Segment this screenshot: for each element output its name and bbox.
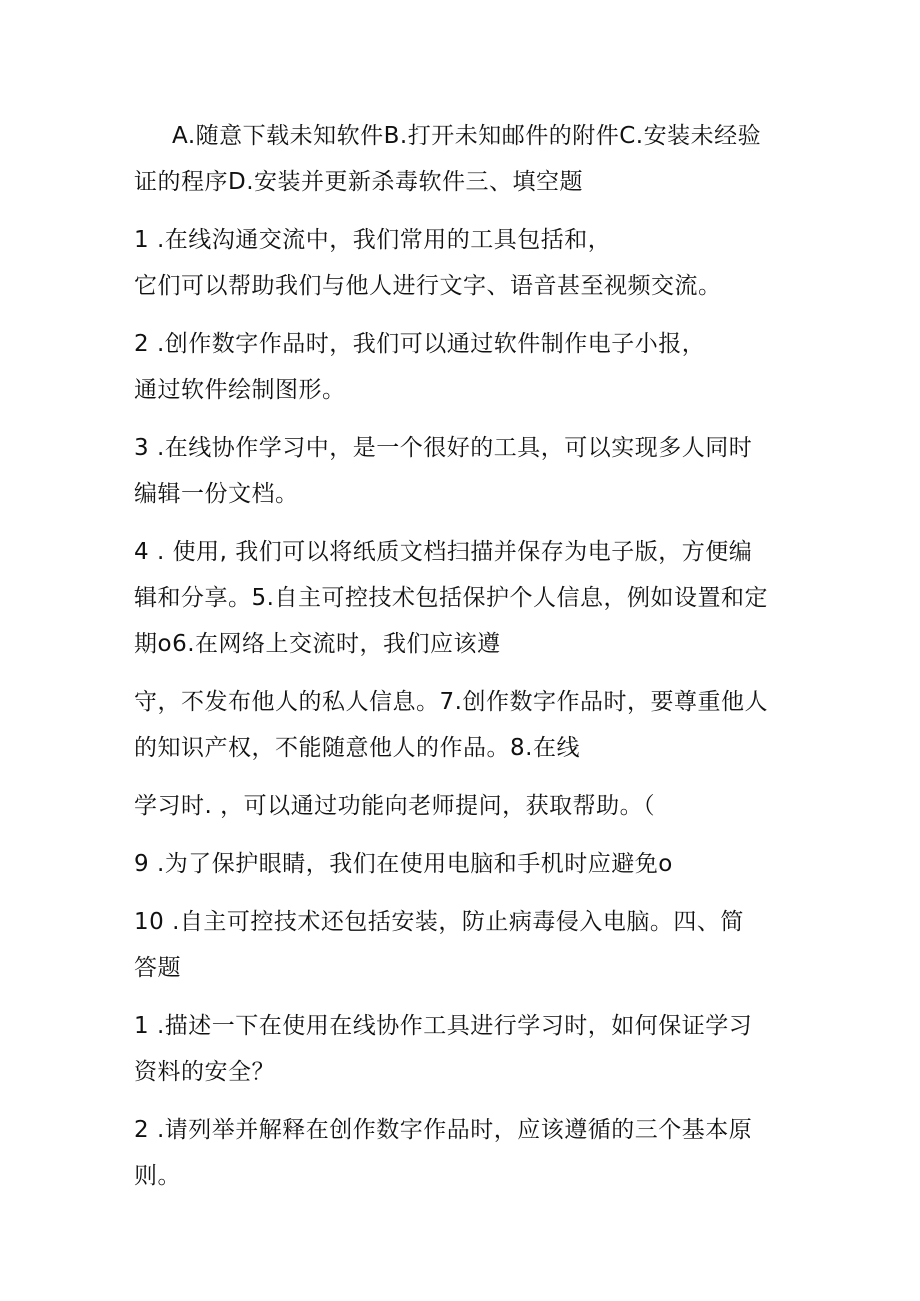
text-line: 通过软件绘制图形。 (134, 377, 346, 403)
text-line: 3 .在线协作学习中，是一个很好的工具，可以实现多人同时 (134, 435, 753, 461)
text-line: 辑和分享。5.自主可控技术包括保护个人信息，例如设置和定 (134, 585, 768, 611)
text-line: 9 .为了保护眼睛，我们在使用电脑和手机时应避免o (134, 851, 673, 877)
text-line: 的知识产权，不能随意他人的作品。8.在线 (134, 735, 580, 761)
text-line: 期o6.在网络上交流时，我们应该遵 (134, 631, 501, 657)
text-line: 1 .在线沟通交流中，我们常用的工具包括和， (134, 227, 612, 253)
text-line: 守，不发布他人的私人信息。7.创作数字作品时，要尊重他人 (134, 689, 768, 715)
text-line: 答题 (134, 955, 181, 981)
text-line: A.随意下载未知软件B.打开未知邮件的附件C.安装未经验 (172, 123, 762, 149)
text-line: 10 .自主可控技术还包括安装，防止病毒侵入电脑。四、简 (134, 909, 744, 935)
text-line: 2 .创作数字作品时，我们可以通过软件制作电子小报， (134, 331, 706, 357)
text-line: 证的程序D.安装并更新杀毒软件三、填空题 (134, 169, 584, 195)
text-line: 它们可以帮助我们与他人进行文字、语音甚至视频交流。 (134, 273, 722, 299)
text-line: 资料的安全？ (134, 1059, 275, 1085)
text-line: 1 .描述一下在使用在线协作工具进行学习时，如何保证学习 (134, 1013, 753, 1039)
text-line: 2 .请列举并解释在创作数字作品时，应该遵循的三个基本原 (134, 1117, 753, 1143)
text-line: 4 . 使用, 我们可以将纸质文档扫描并保存为电子版，方便编 (134, 539, 753, 565)
text-line: 学习时. ，可以通过功能向老师提问，获取帮助。（ (134, 793, 656, 819)
document-body (134, 113, 794, 1199)
text-line: 则。 (134, 1163, 181, 1189)
text-line: 编辑一份文档。 (134, 481, 299, 507)
